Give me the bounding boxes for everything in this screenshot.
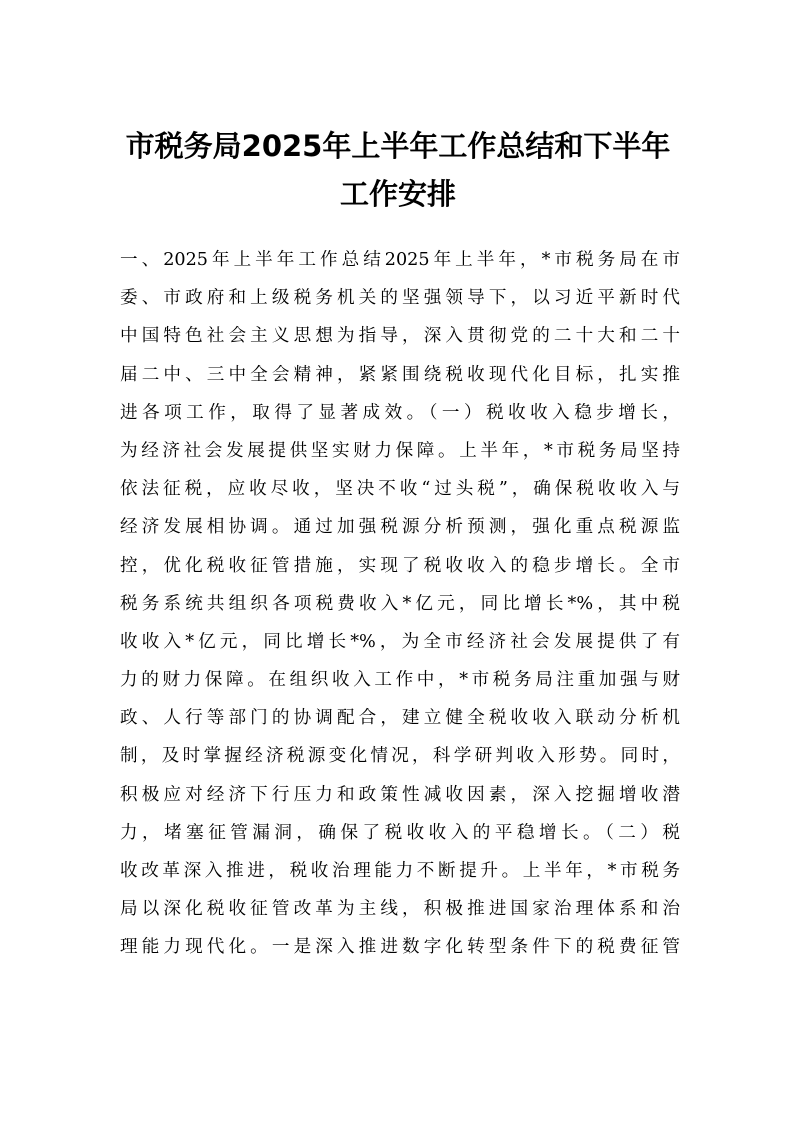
- body-line-15: 积极应对经济下行压力和政策性减收因素，深入挖掘增收潜: [120, 784, 680, 805]
- body-line-6: 为经济社会发展提供坚实财力保障。上半年，*市税务局坚持: [120, 440, 680, 461]
- body-line-1: 一、2025年上半年工作总结2025年上半年，*市税务局在市: [120, 250, 680, 270]
- body-line-11: 收收入*亿元，同比增长*%，为全市经济社会发展提供了有: [120, 631, 680, 652]
- body-line-7: 依法征税，应收尽收，坚决不收“过头税”，确保税收收入与: [120, 479, 680, 500]
- body-line-16: 力，堵塞征管漏洞，确保了税收收入的平稳增长。（二）税: [120, 822, 680, 843]
- body-line-14: 制，及时掌握经济税源变化情况，科学研判收入形势。同时，: [120, 746, 680, 767]
- body-line-19: 理能力现代化。一是深入推进数字化转型条件下的税费征管: [120, 937, 680, 958]
- document-body: [120, 241, 680, 967]
- body-line-4: 届二中、三中全会精神，紧紧围绕税收现代化目标，扎实推: [120, 364, 680, 385]
- body-line-2: 委、市政府和上级税务机关的坚强领导下，以习近平新时代: [120, 288, 680, 309]
- body-line-12: 力的财力保障。在组织收入工作中，*市税务局注重加强与财: [120, 670, 680, 691]
- title-line-2: 工作安排: [339, 177, 456, 211]
- body-line-10: 税务系统共组织各项税费收入*亿元，同比增长*%，其中税: [120, 593, 680, 614]
- body-line-5: 进各项工作，取得了显著成效。（一）税收收入稳步增长，: [120, 402, 680, 423]
- body-line-13: 政、人行等部门的协调配合，建立健全税收收入联动分析机: [120, 708, 680, 729]
- body-line-3: 中国特色社会主义思想为指导，深入贯彻党的二十大和二十: [120, 326, 680, 347]
- body-line-17: 收改革深入推进，税收治理能力不断提升。上半年，*市税务: [120, 861, 680, 881]
- body-line-9: 控，优化税收征管措施，实现了税收收入的稳步增长。全市: [120, 555, 680, 576]
- document-title: [118, 122, 678, 218]
- body-line-18: 局以深化税收征管改革为主线，积极推进国家治理体系和治: [120, 899, 680, 920]
- title-line-1: 市税务局2025年上半年工作总结和下半年: [125, 129, 671, 163]
- body-line-8: 经济发展相协调。通过加强税源分析预测，强化重点税源监: [120, 517, 680, 538]
